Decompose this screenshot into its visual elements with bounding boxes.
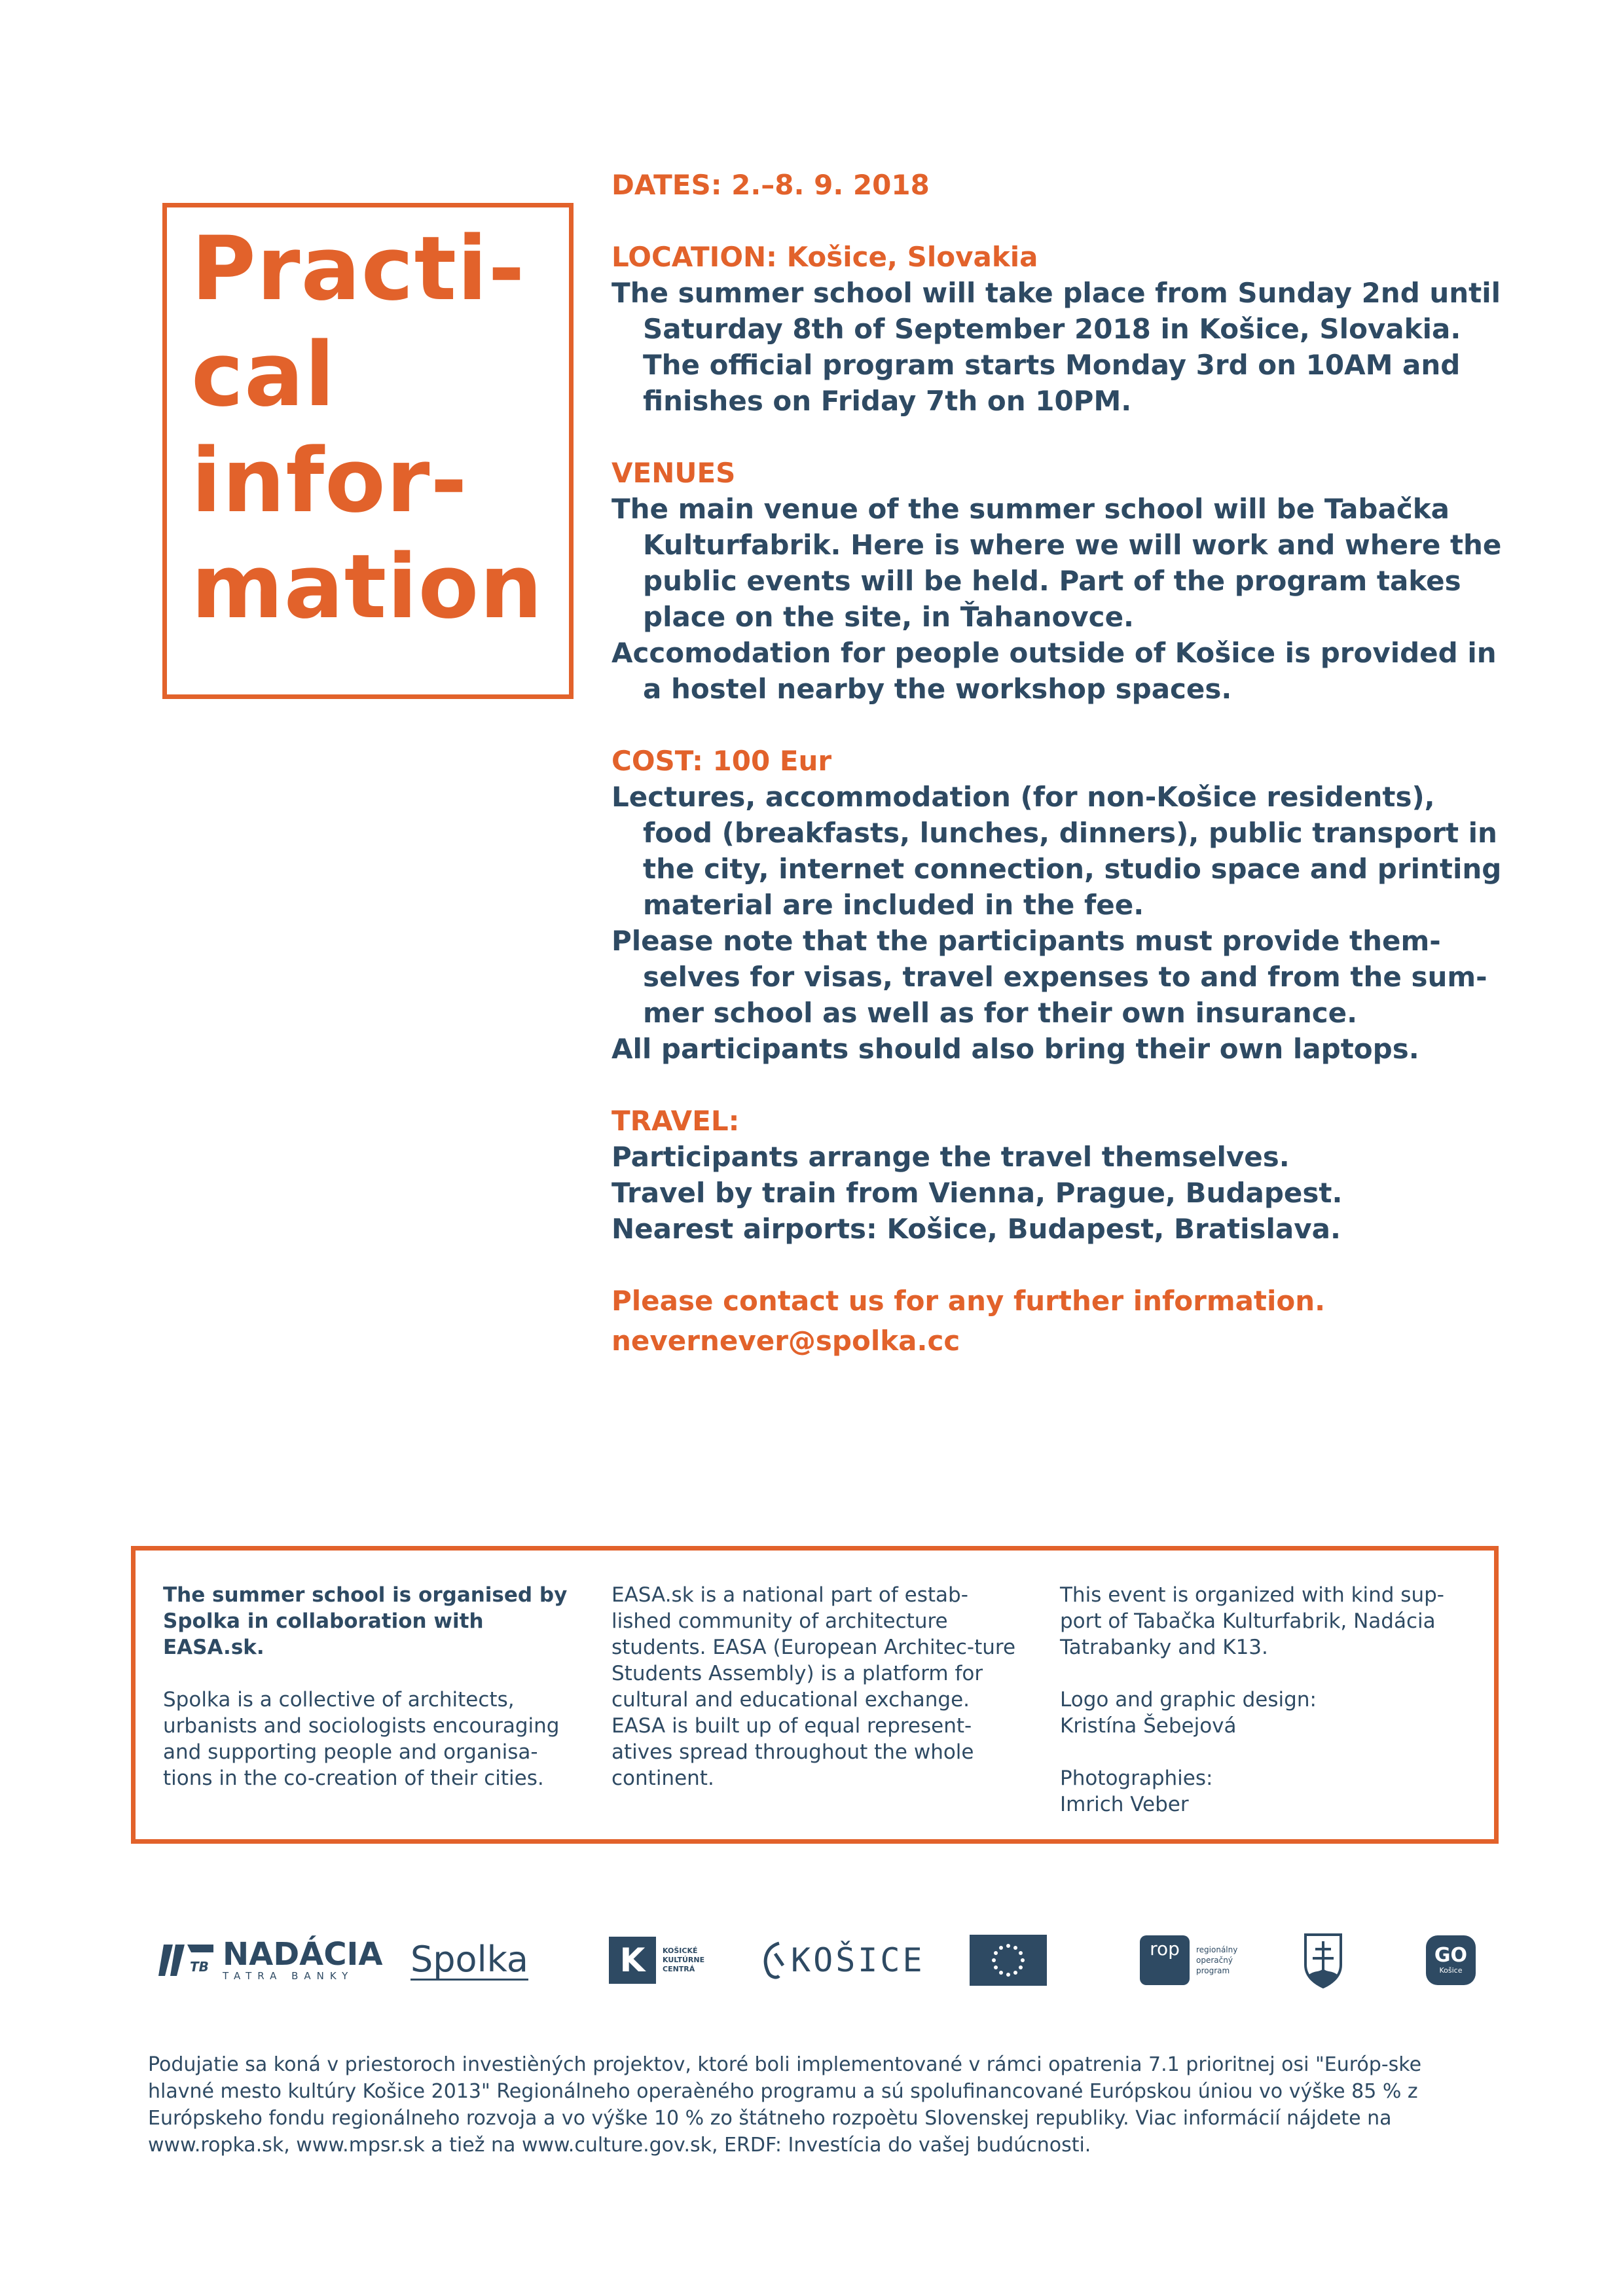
contact-email-link[interactable]: nevernever@spolka.cc (611, 1325, 960, 1357)
support-text: This event is organized with kind sup-port of Tabačka Kulturfabrik, Nadácia Tatrabanky and K13. (1060, 1583, 1444, 1659)
title-line: Practi- (191, 217, 526, 320)
spolka-wordmark: Spolka (410, 1938, 529, 1980)
rop-mark: rop (1150, 1938, 1180, 1960)
kosice-emblem-icon (759, 1941, 790, 1980)
slovak-emblem-logo (1303, 1931, 1343, 1990)
tb-mark: TB (190, 1959, 209, 1975)
travel-line: Nearest airports: Košice, Budapest, Bratislava. (611, 1213, 1341, 1245)
easa-description: EASA.sk is a national part of estab-lished community of architecture students. EASA (European Architec-ture Students Assembly) is a platform for cultural and educational exchange. EASA is built up of equal represent-atives spread throughout the whole continent. (611, 1583, 1016, 1790)
cost-included-text: Lectures, accommodation (for non-Košice residents), food (breakfasts, lunches, dinners), public transport in the city, internet connection, studio space and printing material are included in the fee. (611, 781, 1502, 921)
kosice-wordmark: KOŠICE (791, 1941, 925, 1979)
title-line: cal (191, 323, 336, 426)
kosicke-kulturne-centra-logo (609, 1931, 704, 1990)
accommodation-text: Accomodation for people outside of Košice is provided in a hostel nearby the workshop spaces. (611, 637, 1497, 705)
eu-stars-icon (970, 1935, 1047, 1986)
funding-disclaimer: Podujatie sa koná v priestoroch investièných projektov, ktoré boli implementované v rámci opatrenia 7.1 prioritnej osi "Európ-ske hlavné mesto kultúry Košice 2013" Regionálneho operaèného programu a sú spolufinancované Európskou úniou vo výške 85 % z Európskeho fondu regionálneho rozvoja a vo výške 10 % zo štátneho rozpoètu Slovenskej republiky. Viac informácií nájdete na www.ropka.sk, www.mpsr.sk a tiež na www.culture.gov.sk, ERDF: Investícia do vašej budúcnosti. (148, 2053, 1422, 2157)
nadacia-name: NADÁCIA (223, 1936, 383, 1973)
rop-line: program (1196, 1966, 1230, 1975)
venues-text: The main venue of the summer school will be Tabačka Kulturfabrik. Here is where we will work and where the public events will be held. Part of the program takes place on the site, in Ťahanovce. (611, 493, 1502, 633)
rop-line: regionálny (1196, 1945, 1238, 1954)
go-mark: GO (1434, 1944, 1468, 1967)
tatra-banka-icon (158, 1942, 213, 1979)
title-line: mation (191, 535, 543, 638)
k13-line: KOŠICKÉ (663, 1946, 698, 1955)
eu-flag-logo (970, 1931, 1047, 1990)
photo-label: Photographies: (1060, 1767, 1213, 1790)
tatra-banky-text: TATRA BANKY (223, 1970, 354, 1982)
eu-flag-icon (970, 1935, 1047, 1986)
cost-label: COST: 100 Eur (611, 745, 832, 777)
design-label: Logo and graphic design: (1060, 1688, 1317, 1712)
design-name: Kristína Šebejová (1060, 1714, 1237, 1738)
k13-line: CENTRÁ (663, 1965, 695, 1973)
location-text: The summer school will take place from Sunday 2nd until Saturday 8th of September 2018 in Košice, Slovakia. The official program starts Monday 3rd on 10AM and finishes on Friday 7th on 10PM. (611, 277, 1501, 417)
spolka-description: Spolka is a collective of architects, urbanists and sociologists encouraging and supporting people and organisa-tions in the co-creation of their cities. (163, 1688, 560, 1790)
page-title (191, 216, 558, 640)
travel-line: Travel by train from Vienna, Prague, Budapest. (611, 1177, 1343, 1209)
go-kosice-logo (1426, 1931, 1476, 1990)
info-column-credits (1060, 1582, 1466, 1818)
rop-mark-icon (1140, 1935, 1190, 1985)
info-column-easa (611, 1582, 1017, 1791)
main-content (611, 167, 1508, 1359)
spolka-logo (410, 1931, 528, 1990)
k13-line: KULTÚRNE (663, 1956, 705, 1964)
photo-name: Imrich Veber (1060, 1793, 1189, 1816)
travel-label: TRAVEL: (611, 1105, 740, 1137)
dates-label: DATES: 2.–8. 9. 2018 (611, 169, 930, 201)
kosice-city-logo (759, 1931, 925, 1990)
info-column-organisers (163, 1582, 569, 1791)
k13-mark: K (619, 1941, 646, 1979)
rop-logo (1140, 1931, 1237, 1990)
go-mark-icon (1426, 1935, 1476, 1985)
contact-text: Please contact us for any further information. (611, 1285, 1326, 1317)
k13-mark-icon (609, 1937, 656, 1984)
go-kosice-text: Košice (1439, 1966, 1463, 1975)
organisers-heading: The summer school is organised by Spolka in collaboration with EASA.sk. (163, 1583, 568, 1659)
travel-line: Participants arrange the travel themselves. (611, 1141, 1290, 1173)
slovak-coat-of-arms-icon (1303, 1932, 1343, 1988)
laptops-text: All participants should also bring their own laptops. (611, 1033, 1419, 1065)
venues-label: VENUES (611, 457, 736, 489)
rop-line: operačný (1196, 1956, 1233, 1965)
title-line: infor- (191, 429, 468, 532)
nadacia-tatra-banky-logo (158, 1931, 383, 1990)
cost-note-text: Please note that the participants must provide them-selves for visas, travel expenses to and from the sum-mer school as well as for their own insurance. (611, 925, 1487, 1029)
location-label: LOCATION: Košice, Slovakia (611, 241, 1038, 273)
